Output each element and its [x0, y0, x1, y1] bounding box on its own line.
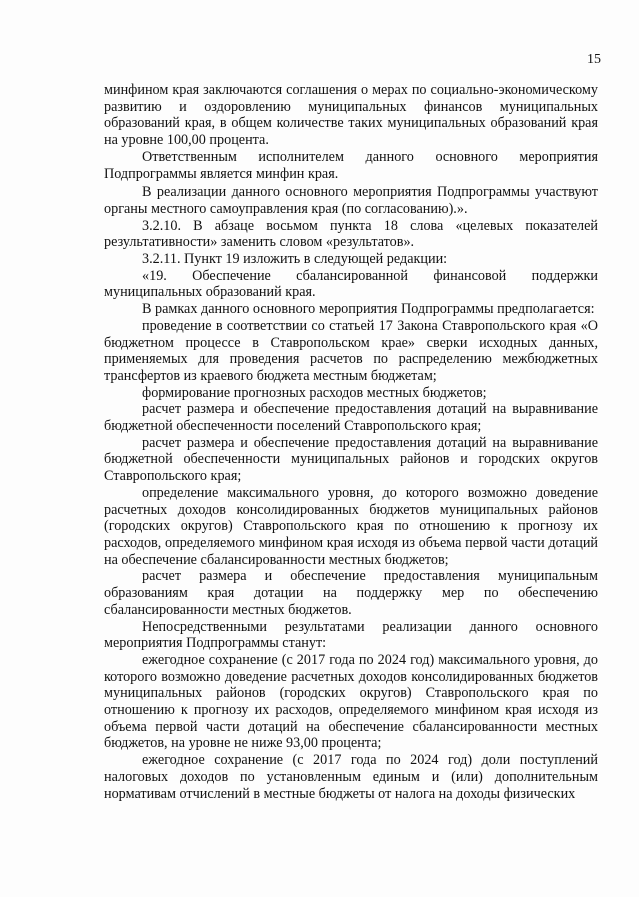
paragraph: расчет размера и обеспечение предоставления муниципальным образованиям края дотации на поддержку мер по обеспечению сбалансированности местных бюджетов. — [104, 568, 598, 618]
paragraph: расчет размера и обеспечение предоставления дотаций на выравнивание бюджетной обеспеченности муниципальных районов и городских округов Ставропольского края; — [104, 434, 598, 485]
paragraph: В рамках данного основного мероприятия Подпрограммы предполагается: — [142, 301, 595, 318]
paragraph: «19. Обеспечение сбалансированной финансовой поддержки муниципальных образований края. — [104, 267, 598, 301]
paragraph: ежегодное сохранение (с 2017 года по 2024 год) максимального уровня, до которого возможно доведение расчетных доходов консолидированных бюджетов муниципальных районов (городских округов) Ставропольского края по отношению к прогнозу их расходов, определяемого минфином края исходя из объема первой части дотаций на обеспечение сбалансированности местных бюджетов, на уровне не ниже 93,00 процента; — [104, 651, 598, 752]
paragraph: 3.2.10. В абзаце восьмом пункта 18 слова «целевых показателей результативности» заменить словом «результатов». — [104, 217, 598, 251]
paragraph: Ответственным исполнителем данного основного мероприятия Подпрограммы является минфин края. — [104, 148, 598, 182]
paragraph: 3.2.11. Пункт 19 изложить в следующей редакции: — [142, 251, 448, 268]
paragraph: Непосредственными результатами реализации данного основного мероприятия Подпрограммы станут: — [104, 618, 598, 652]
document-body — [104, 82, 598, 802]
paragraph: В реализации данного основного мероприятия Подпрограммы участвуют органы местного самоуправления края (по согласованию).». — [104, 184, 598, 217]
paragraph: определение максимального уровня, до которого возможно доведение расчетных доходов консолидированных бюджетов муниципальных районов (городских округов) Ставропольского края по отношению к прогнозу их расходов, определяемого минфином края исходя из объема первой части дотаций на обеспечение сбалансированности местных бюджетов; — [104, 484, 598, 568]
paragraph: формирование прогнозных расходов местных бюджетов; — [142, 384, 487, 401]
paragraph: проведение в соответствии со статьей 17 Закона Ставропольского края «О бюджетном процессе в Ставропольском крае» сверки исходных данных, применяемых для проведения расчетов по распределению межбюджетных трансфертов из краевого бюджета местным бюджетам; — [104, 317, 598, 384]
page-number: 15 — [587, 52, 601, 67]
paragraph: расчет размера и обеспечение предоставления дотаций на выравнивание бюджетной обеспеченности поселений Ставропольского края; — [104, 401, 598, 435]
paragraph: ежегодное сохранение (с 2017 года по 2024 год) доли поступлений налоговых доходов по установленным единым и (или) дополнительным нормативам отчислений в местные бюджеты от налога на доходы физических — [104, 752, 598, 802]
paragraph: минфином края заключаются соглашения о мерах по социально-экономическому развитию и оздоровлению муниципальных финансов муниципальных образований края, в общем количестве таких муниципальных образований края на уровне 100,00 процента. — [104, 82, 598, 149]
